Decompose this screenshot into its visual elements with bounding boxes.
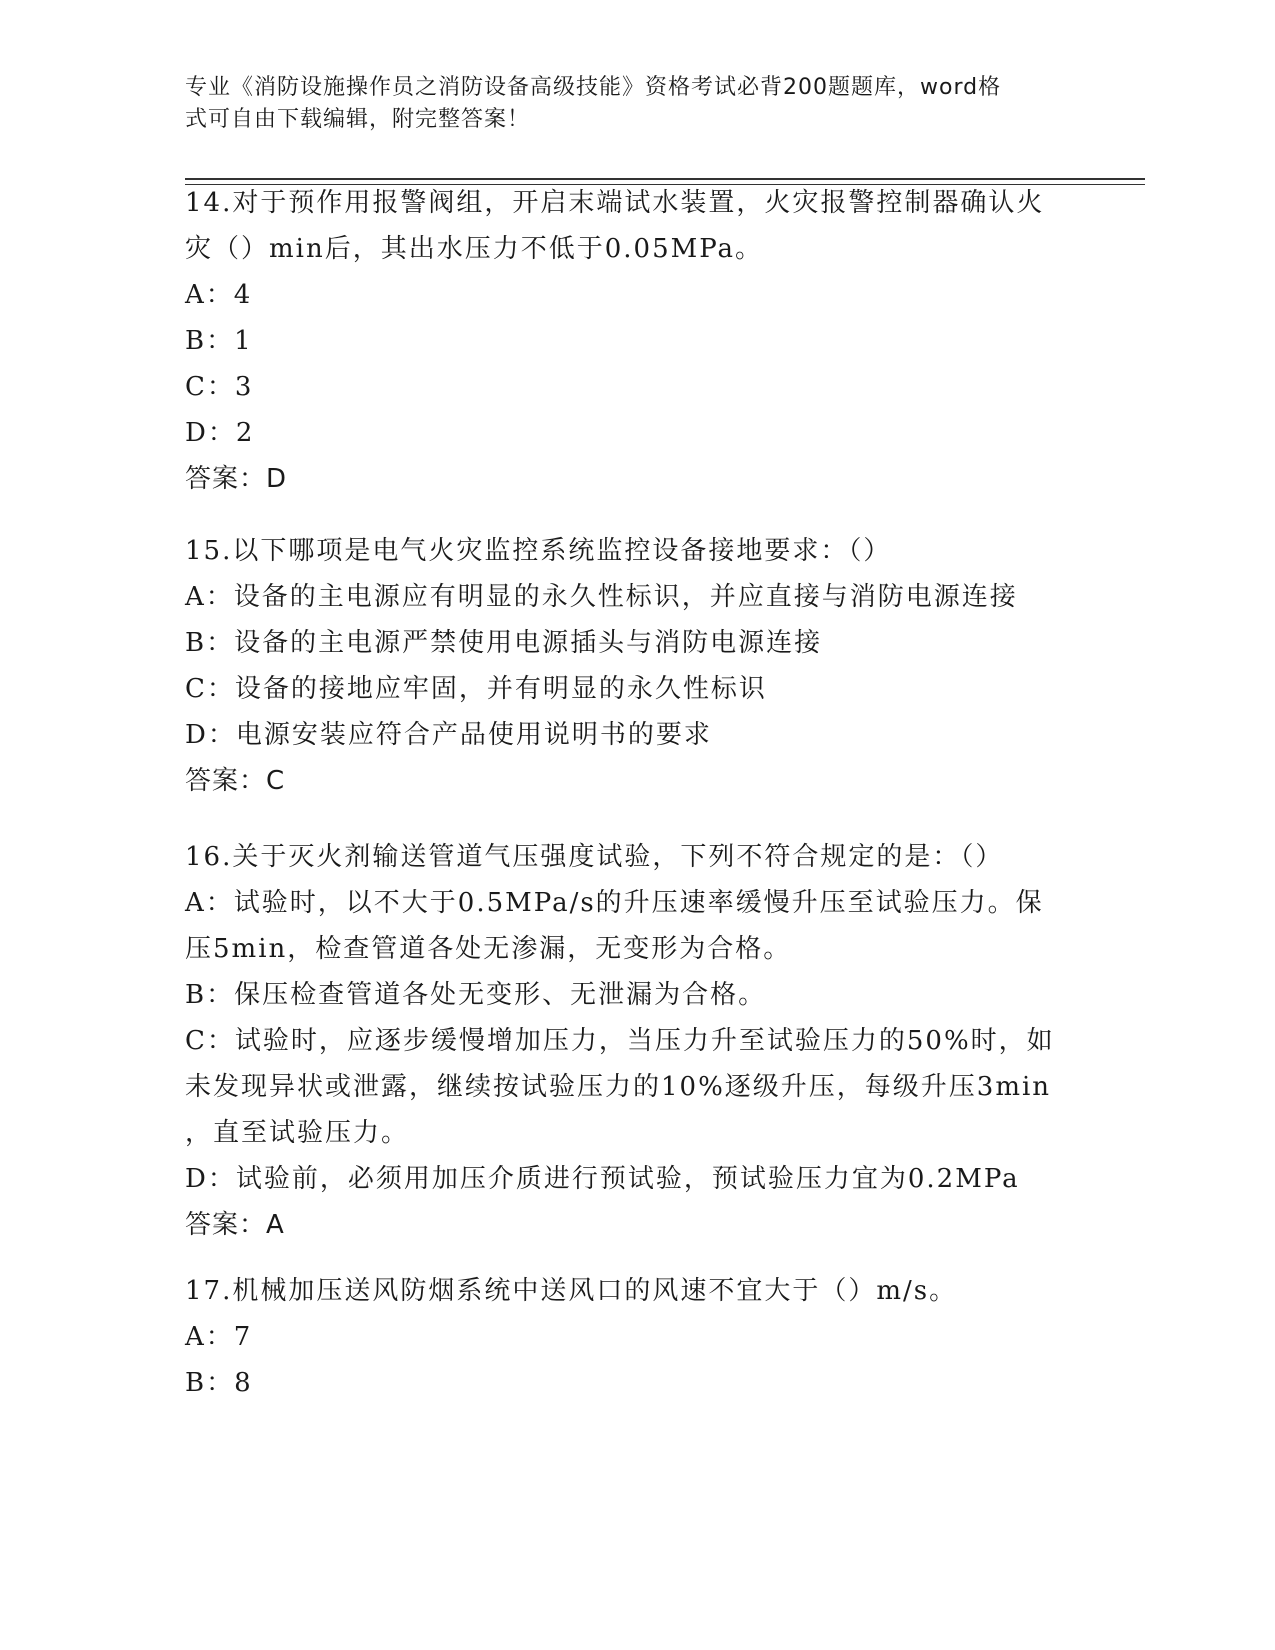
option-a: A：7 bbox=[185, 1322, 253, 1352]
option-a-continued: 压5min，检查管道各处无渗漏，无变形为合格。 bbox=[185, 934, 792, 964]
option-c: C：设备的接地应牢固，并有明显的永久性标识 bbox=[185, 674, 767, 704]
option-a: A：4 bbox=[185, 280, 253, 310]
question-15 bbox=[185, 528, 1085, 804]
option-c: C：3 bbox=[185, 372, 254, 402]
header-line: 专业《消防设施操作员之消防设备高级技能》资格考试必背200题题库，word格 bbox=[185, 75, 1002, 100]
option-d: D：试验前，必须用加压介质进行预试验，预试验压力宜为0.2MPa bbox=[185, 1164, 1020, 1194]
option-b: B：设备的主电源严禁使用电源插头与消防电源连接 bbox=[185, 628, 823, 658]
document-header bbox=[185, 72, 1065, 136]
option-d: D：2 bbox=[185, 418, 255, 448]
question-stem: 16.关于灭火剂输送管道气压强度试验，下列不符合规定的是：（） bbox=[185, 842, 1004, 872]
question-14 bbox=[185, 180, 1085, 502]
option-b: B：保压检查管道各处无变形、无泄漏为合格。 bbox=[185, 980, 767, 1010]
question-16 bbox=[185, 834, 1085, 1248]
header-line: 式可自由下载编辑，附完整答案！ bbox=[185, 107, 531, 132]
option-c-continued: 未发现异状或泄露，继续按试验压力的10%逐级升压，每级升压3min bbox=[185, 1072, 1052, 1102]
option-a: A：设备的主电源应有明显的永久性标识，并应直接与消防电源连接 bbox=[185, 582, 1018, 612]
option-b: B：1 bbox=[185, 326, 253, 356]
answer: 答案：A bbox=[185, 1210, 285, 1240]
answer: 答案：D bbox=[185, 464, 288, 494]
option-c-continued: ，直至试验压力。 bbox=[185, 1118, 410, 1148]
question-17 bbox=[185, 1268, 1085, 1406]
option-d: D：电源安装应符合产品使用说明书的要求 bbox=[185, 720, 712, 750]
option-a: A：试验时，以不大于0.5MPa/s的升压速率缓慢升压至试验压力。保 bbox=[185, 888, 1044, 918]
question-stem: 15.以下哪项是电气火灾监控系统监控设备接地要求：（） bbox=[185, 536, 892, 566]
question-stem: 14.对于预作用报警阀组，开启末端试水装置，火灾报警控制器确认火 bbox=[185, 188, 1045, 218]
option-c: C：试验时，应逐步缓慢增加压力，当压力升至试验压力的50%时，如 bbox=[185, 1026, 1055, 1056]
option-b: B：8 bbox=[185, 1368, 253, 1398]
question-stem: 灾（）min后，其出水压力不低于0.05MPa。 bbox=[185, 234, 764, 264]
answer: 答案：C bbox=[185, 766, 286, 796]
question-stem: 17.机械加压送风防烟系统中送风口的风速不宜大于（）m/s。 bbox=[185, 1276, 958, 1306]
